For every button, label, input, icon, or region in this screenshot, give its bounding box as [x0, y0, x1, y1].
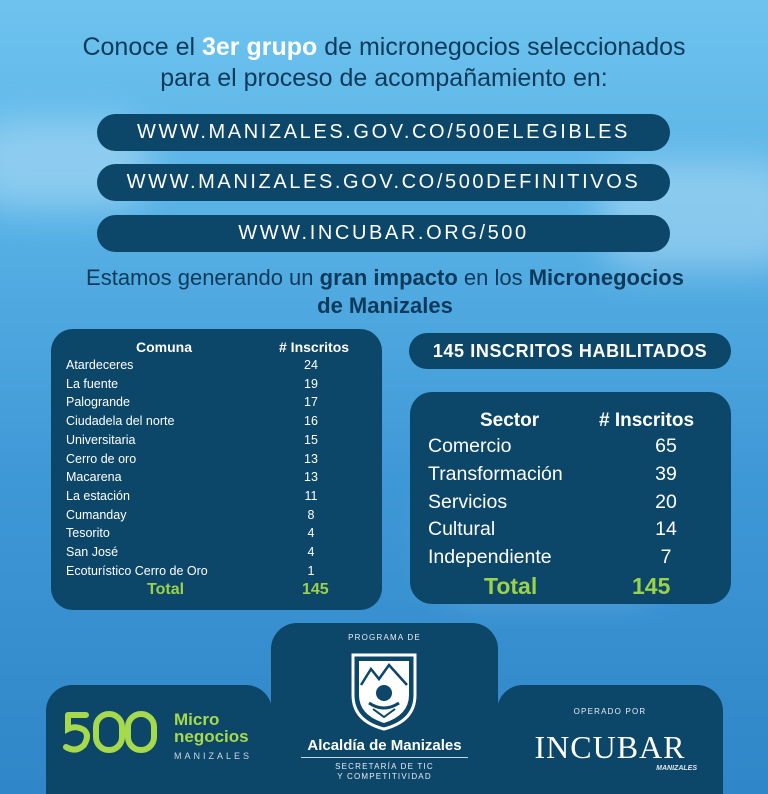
comuna-row [66, 414, 366, 433]
manizales-label: MANIZALES [174, 751, 253, 761]
comuna-row [66, 489, 366, 508]
incubar-logo-panel [497, 685, 723, 794]
url-elegibles-link[interactable]: WWW.MANIZALES.GOV.CO/500ELEGIBLES [97, 114, 670, 151]
comuna-name: La fuente [66, 376, 119, 391]
micronegocios-logo-panel [46, 685, 272, 794]
sector-table [410, 392, 731, 604]
sector-row [428, 435, 728, 463]
sector-row [428, 491, 728, 519]
sector-count: 20 [655, 490, 677, 513]
comuna-row [66, 358, 366, 377]
url-incubar-link[interactable]: WWW.INCUBAR.ORG/500 [97, 215, 670, 252]
comuna-count: 17 [304, 395, 318, 410]
sector-inscritos-header: # Inscritos [599, 410, 695, 431]
programa-label: PROGRAMA DE [348, 633, 421, 642]
comuna-total-value: 145 [302, 581, 329, 598]
comuna-count: 4 [307, 545, 315, 559]
comuna-header: Comuna [136, 339, 192, 355]
sector-name: Cultural [428, 518, 496, 541]
comuna-row [66, 433, 366, 452]
subhead-bold: gran impacto [319, 265, 458, 290]
comuna-row [66, 377, 366, 396]
secretaria-line2: Y COMPETITIVIDAD [337, 772, 432, 781]
comuna-count: 19 [304, 376, 318, 391]
operado-label: OPERADO POR [573, 707, 647, 716]
secretaria-label [271, 762, 498, 782]
sector-count: 65 [655, 435, 677, 457]
comuna-name: Palogrande [66, 395, 130, 410]
alcaldia-wordmark: Alcaldía de Manizales [307, 737, 462, 754]
coat-of-arms-icon [349, 651, 419, 733]
comuna-count: 11 [304, 488, 318, 503]
subhead-bold: de Manizales [317, 293, 453, 318]
sector-count: 14 [655, 518, 677, 541]
inscritos-header: # Inscritos [279, 339, 350, 355]
incubar-wordmark: INCUBAR [534, 729, 686, 765]
comuna-row [66, 545, 366, 564]
comuna-name: La estación [66, 488, 130, 503]
incubar-subtitle: MANIZALES [656, 765, 697, 772]
sector-count: 7 [660, 546, 672, 569]
micro-line2: negocios [174, 727, 249, 746]
headline-text: de micronegocios seleccionados [317, 33, 686, 61]
comuna-count: 15 [304, 432, 318, 447]
logo-500-icon [62, 707, 162, 757]
comuna-count: 1 [307, 563, 315, 578]
comuna-row [66, 564, 366, 583]
sector-header: Sector [480, 410, 540, 431]
comuna-count: 13 [304, 470, 318, 485]
sector-name: Servicios [428, 490, 508, 513]
comuna-row [66, 470, 366, 489]
sector-row [428, 463, 728, 491]
habilitados-badge: 145 INSCRITOS HABILITADOS [409, 333, 731, 369]
sector-total-label: Total [484, 573, 538, 599]
comuna-row [66, 508, 366, 527]
comuna-name: Ciudadela del norte [66, 414, 175, 429]
sector-count: 39 [655, 462, 677, 485]
subhead-text: Estamos generando un [86, 265, 320, 290]
subhead-text: en los [457, 265, 529, 290]
url-definitivos-link[interactable]: WWW.MANIZALES.GOV.CO/500DEFINITIVOS [97, 164, 670, 201]
comuna-name: Atardeceres [66, 358, 134, 372]
comuna-count: 13 [304, 451, 318, 466]
comuna-count: 4 [307, 526, 315, 541]
comuna-name: Cumanday [66, 507, 127, 522]
sector-row [428, 546, 728, 574]
subheading [40, 264, 730, 320]
micro-line1: Micro [174, 710, 220, 729]
comuna-count: 16 [304, 414, 318, 429]
comuna-row [66, 526, 366, 545]
comuna-row [66, 395, 366, 414]
comuna-row [66, 452, 366, 471]
comuna-total-label: Total [147, 581, 185, 598]
sector-name: Transformación [428, 462, 563, 485]
comuna-count: 24 [304, 358, 318, 372]
comuna-name: San José [66, 545, 119, 559]
sector-total-value: 145 [632, 573, 671, 599]
comuna-count: 8 [307, 507, 315, 522]
comuna-name: Ecoturístico Cerro de Oro [66, 563, 208, 578]
headline-line2: para el proceso de acompañamiento en: [160, 64, 608, 92]
comuna-name: Universitaria [66, 432, 136, 447]
sector-name: Independiente [428, 546, 552, 569]
divider [301, 757, 468, 758]
sector-row [428, 518, 728, 546]
comuna-name: Tesorito [66, 526, 110, 541]
comuna-name: Cerro de oro [66, 451, 137, 466]
subhead-bold: Micronegocios [528, 265, 684, 290]
micronegocios-wordmark [174, 711, 249, 745]
alcaldia-logo-panel [271, 623, 498, 794]
comuna-table [51, 329, 382, 610]
secretaria-line1: SECRETARÍA DE TIC [335, 762, 434, 771]
headline-text: Conoce el [82, 33, 202, 61]
headline [0, 32, 768, 94]
comuna-name: Macarena [66, 470, 122, 485]
sector-name: Comercio [428, 435, 512, 457]
headline-highlight: 3er grupo [201, 33, 318, 61]
